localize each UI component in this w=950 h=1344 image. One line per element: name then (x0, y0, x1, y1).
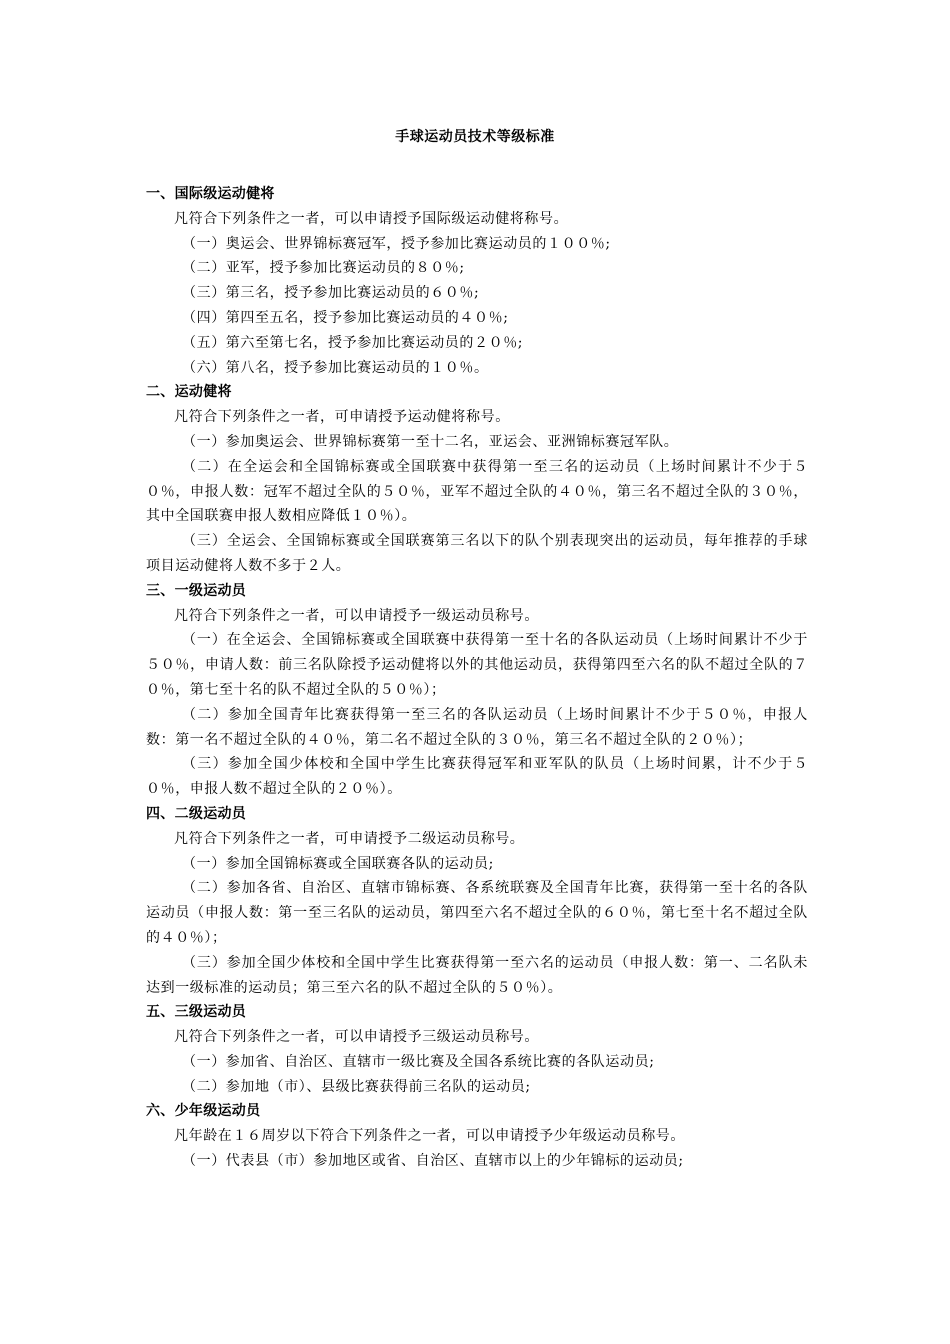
section-intro-paragraph: 凡符合下列条件之一者，可申请授予运动健将称号。 (174, 409, 510, 426)
section-heading: 一、国际级运动健将 (146, 186, 275, 202)
section-item-paragraph: （三）参加全国少体校和全国中学生比赛获得冠军和亚军队的队员（上场时间累，计不少于５０％，申报人数不超过全队的２０％）。 (146, 756, 808, 798)
section-item-paragraph: （一）参加全国锦标赛或全国联赛各队的运动员; (182, 855, 494, 872)
section-heading: 四、二级运动员 (146, 805, 247, 822)
section-heading: 五、三级运动员 (146, 1004, 247, 1021)
section-intro-paragraph: 凡符合下列条件之一者，可以申请授予一级运动员称号。 (174, 607, 539, 624)
section-item-paragraph: （五）第六至第七名，授予参加比赛运动员的２０％; (182, 334, 524, 351)
section-intro-paragraph: 凡符合下列条件之一者，可以申请授予国际级运动健将称号。 (174, 210, 569, 227)
section-item-paragraph: （二）亚军，授予参加比赛运动员的８０％; (182, 260, 465, 277)
section-item-paragraph: （一）代表县（市）参加地区或省、自治区、直辖市以上的少年锦标的运动员; (182, 1153, 684, 1170)
section-item-paragraph: （二）参加地（市）、县级比赛获得前三名队的运动员; (182, 1078, 531, 1095)
section-intro-paragraph: 凡年龄在１６周岁以下符合下列条件之一者，可以申请授予少年级运动员称号。 (174, 1128, 685, 1145)
document-title: 手球运动员技术等级标准 (395, 129, 555, 145)
section-heading: 六、少年级运动员 (146, 1103, 261, 1120)
section-item-paragraph: （四）第四至五名，授予参加比赛运动员的４０％; (182, 309, 509, 326)
section-item-paragraph: （三）全运会、全国锦标赛或全国联赛第三名以下的队个别表现突出的运动员，每年推荐的手球项目运动健将人数不多于２人。 (146, 533, 808, 574)
document-body (146, 182, 808, 1174)
section-item-paragraph: （一）在全运会、全国锦标赛或全国联赛中获得第一至十名的各队运动员（上场时间累计不少于５０％，申请人数：前三名队除授予运动健将以外的其他运动员，获得第四至六名的队不超过全队的７０％，第七至十名的队不超过全队的５０％）； (146, 632, 808, 698)
section-heading: 二、运动健将 (146, 384, 232, 401)
section-item-paragraph: （二）参加全国青年比赛获得第一至三名的各队运动员（上场时间累计不少于５０％，申报人数：第一名不超过全队的４０％，第二名不超过全队的３０％，第三名不超过全队的２０％）； (146, 706, 808, 748)
section-item-paragraph: （一）奥运会、世界锦标赛冠军，授予参加比赛运动员的１００％; (182, 235, 611, 252)
section-item-paragraph: （二）在全运会和全国锦标赛或全国联赛中获得第一至三名的运动员（上场时间累计不少于５０％，申报人数：冠军不超过全队的５０％，亚军不超过全队的４０％，第三名不超过全队的３０％，其中全国联赛申报人数相应降低１０％）。 (146, 458, 808, 525)
section-item-paragraph: （六）第八名，授予参加比赛运动员的１０％。 (182, 359, 489, 376)
section-item-paragraph: （三）参加全国少体校和全国中学生比赛获得第一至六名的运动员（申报人数：第一、二名队未达到一级标准的运动员；第三至六名的队不超过全队的５０％）。 (146, 954, 808, 996)
section-item-paragraph: （二）参加各省、自治区、直辖市锦标赛、各系统联赛及全国青年比赛，获得第一至十名的各队运动员（申报人数：第一至三名队的运动员，第四至六名不超过全队的６０％，第七至十名不超过全队的４０％）； (146, 880, 808, 946)
section-item-paragraph: （一）参加奥运会、世界锦标赛第一至十二名，亚运会、亚洲锦标赛冠军队。 (182, 433, 679, 450)
section-item-paragraph: （三）第三名，授予参加比赛运动员的６０％; (182, 285, 480, 302)
section-item-paragraph: （一）参加省、自治区、直辖市一级比赛及全国各系统比赛的各队运动员; (182, 1053, 655, 1070)
section-intro-paragraph: 凡符合下列条件之一者，可申请授予二级运动员称号。 (174, 830, 525, 847)
section-intro-paragraph: 凡符合下列条件之一者，可以申请授予三级运动员称号。 (174, 1029, 539, 1046)
section-heading: 三、一级运动员 (146, 582, 247, 599)
